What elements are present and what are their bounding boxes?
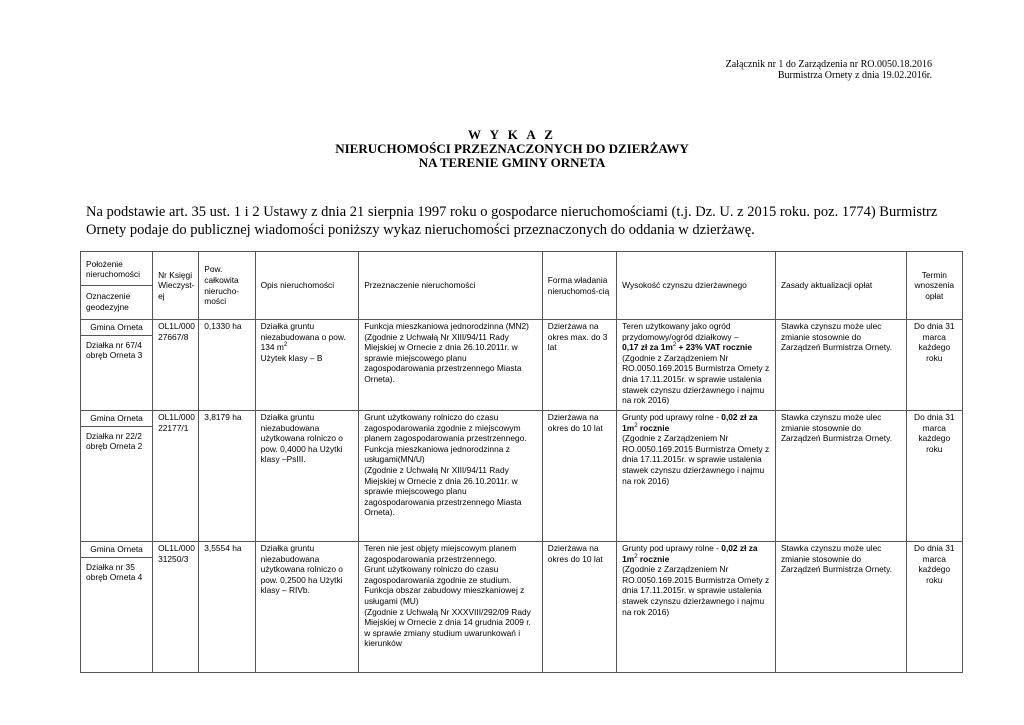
header-ownership: Forma władania nieruchomoś-cią bbox=[542, 252, 616, 320]
attachment-line-1: Załącznik nr 1 do Zarządzenia nr RO.0050.18.2016 bbox=[725, 59, 932, 70]
rent-text: Grunty pod uprawy rolne - bbox=[622, 543, 722, 553]
header-area: Pow. całkowita nierucho-mości bbox=[199, 252, 255, 320]
cell-municipality: Gmina Orneta bbox=[81, 411, 152, 427]
cell-kw: OL1L/000 22177/1 bbox=[153, 411, 199, 542]
property-table bbox=[80, 251, 963, 673]
rent-text: Grunty pod uprawy rolne - bbox=[622, 412, 722, 422]
title-line-2: NIERUCHOMOŚCI PRZEZNACZONYCH DO DZIERŻAWY bbox=[335, 141, 689, 156]
cell-location bbox=[81, 411, 153, 542]
cell-rent bbox=[617, 542, 776, 673]
header-deadline: Termin wnoszenia opłat bbox=[906, 252, 962, 320]
rent-amount-suffix: rocznie bbox=[637, 553, 670, 564]
header-location bbox=[81, 252, 153, 320]
header-location-top: Położenie nieruchomości bbox=[81, 256, 152, 286]
rent-sup: 2 bbox=[634, 553, 638, 560]
attachment-note bbox=[726, 59, 932, 81]
rent-basis: (Zgodnie z Zarządzeniem Nr RO.0050.169.2015 Burmistrza Ornety z dnia 17.11.2015r. w sprawie ustalenia stawek czynszu dzierżawnego i najmu na rok 2016) bbox=[622, 433, 770, 486]
cell-rules: Stawka czynszu może ulec zmianie stosownie do Zarządzeń Burmistrza Ornety. bbox=[775, 542, 906, 673]
cell-rent bbox=[617, 411, 776, 542]
rent-amount-suffix: rocznie bbox=[637, 422, 670, 433]
cell-location bbox=[81, 320, 153, 411]
cell-municipality: Gmina Orneta bbox=[81, 542, 152, 558]
cell-rent bbox=[617, 320, 776, 411]
cell-deadline: Do dnia 31 marca każdego roku bbox=[906, 411, 962, 542]
rent-amount: 0,17 zł za 1m bbox=[622, 342, 673, 353]
intro-paragraph: Na podstawie art. 35 ust. 1 i 2 Ustawy z dnia 21 sierpnia 1997 roku o gospodarce nieruchomościami (t.j. Dz. U. z 2015 roku. poz. 1774) Burmistrz Ornety podaje do publicznej wiadomości poniższy wykaz nieruchomości przeznaczonych do oddania w dzierżawę. bbox=[86, 204, 938, 238]
description-class: Użytek klasy – B bbox=[260, 352, 323, 363]
attachment-line-2: Burmistrza Ornety z dnia 19.02.2016r. bbox=[777, 70, 932, 81]
cell-rules: Stawka czynszu może ulec zmianie stosownie do Zarządzeń Burmistrza Ornety. bbox=[775, 320, 906, 411]
cell-location bbox=[81, 542, 153, 673]
cell-ownership: Dzierżawa na okres max. do 3 lat bbox=[542, 320, 616, 411]
cell-kw: OL1L/000 31250/3 bbox=[153, 542, 199, 673]
table-row bbox=[81, 411, 963, 542]
header-rent: Wysokość czynszu dzierżawnego bbox=[617, 252, 776, 320]
table-row bbox=[81, 542, 963, 673]
table-row bbox=[81, 320, 963, 411]
cell-area: 3,8179 ha bbox=[199, 411, 255, 542]
cell-purpose: Funkcja mieszkaniowa jednorodzinna (MN2) (Zgodnie z Uchwałą Nr XIII/94/11 Rady Miejskiej w Ornecie z dnia 26.10.2011r. w sprawie miejscowego planu zagospodarowania przestrzennego Miasta Orneta). bbox=[359, 320, 543, 411]
cell-area: 0,1330 ha bbox=[199, 320, 255, 411]
cell-deadline: Do dnia 31 marca każdego roku bbox=[906, 320, 962, 411]
rent-text: Teren użytkowany jako ogród przydomowy/ogród działkowy – bbox=[622, 321, 739, 342]
header-kw: Nr Księgi Wieczyst-ej bbox=[153, 252, 199, 320]
rent-sup: 2 bbox=[634, 422, 638, 429]
description-text: Działka gruntu niezabudowana o pow. 134 m bbox=[260, 321, 346, 353]
cell-plot: Działka nr 67/4 obręb Orneta 3 bbox=[86, 339, 143, 361]
rent-sup: 2 bbox=[672, 342, 677, 349]
rent-basis: (Zgodnie z Zarządzeniem Nr RO.0050.169.2015 Burmistrza Ornety z dnia 17.11.2015r. w sprawie ustalenia stawek czynszu dzierżawnego i najmu na rok 2016) bbox=[622, 352, 770, 406]
cell-purpose: Grunt użytkowany rolniczo do czasu zagospodarowania zgodnie z miejscowym planem zagospodarowania przestrzennego. Funkcja mieszkaniowa jednorodzinna z usługami(MN/U) (Zgodnie z Uchwałą Nr XIII/94/11 Rady Miejskiej w Ornecie z dnia 26.10.2011r. w sprawie miejscowego planu zagospodarowania przestrzennego Miasta Orneta). bbox=[359, 411, 543, 542]
rent-amount-suffix: + 23% VAT rocznie bbox=[676, 342, 753, 353]
table-header-row bbox=[81, 252, 963, 320]
title-line-1: W Y K A Z bbox=[468, 127, 556, 142]
cell-plot: Działka nr 22/2 obręb Orneta 2 bbox=[86, 430, 143, 452]
title-line-3: NA TERENIE GMINY ORNETA bbox=[418, 155, 606, 170]
cell-purpose: Teren nie jest objęty miejscowym planem zagospodarowania przestrzennego. Grunt użytkowany rolniczo do czasu zagospodarowania zgodnie ze studium. Funkcja obszar zabudowy mieszkaniowej z usługami (MU) (Zgodnie z Uchwałą Nr XXXVIII/292/09 Rady Miejskiej w Ornecie z dnia 14 grudnia 2009 r. w sprawie zmiany studium uwarunkowań i kierunków bbox=[359, 542, 543, 673]
cell-kw: OL1L/000 27667/8 bbox=[153, 320, 199, 411]
cell-description bbox=[255, 320, 359, 411]
cell-municipality: Gmina Orneta bbox=[81, 320, 152, 336]
document-title bbox=[0, 128, 1024, 170]
cell-description: Działka gruntu niezabudowana użytkowana rolniczo o pow. 0,4000 ha Użytki klasy –PsIII. bbox=[255, 411, 359, 542]
cell-rules: Stawka czynszu może ulec zmianie stosownie do Zarządzeń Burmistrza Ornety. bbox=[775, 411, 906, 542]
cell-ownership: Dzierżawa na okres do 10 lat bbox=[542, 411, 616, 542]
header-rules: Zasady aktualizacji opłat bbox=[775, 252, 906, 320]
rent-basis: (Zgodnie z Zarządzeniem Nr RO.0050.169.2015 Burmistrza Ornety z dnia 17.11.2015r. w sprawie ustalenia stawek czynszu dzierżawnego i najmu na rok 2016) bbox=[622, 564, 770, 617]
header-location-bottom: Oznaczenie geodezyjne bbox=[86, 291, 131, 312]
header-description: Opis nieruchomości bbox=[255, 252, 359, 320]
cell-area: 3,5554 ha bbox=[199, 542, 255, 673]
header-purpose: Przeznaczenie nieruchomości bbox=[359, 252, 543, 320]
rent-amount: 0,02 zł za 1m bbox=[622, 412, 758, 433]
cell-plot: Działka nr 35 obręb Orneta 4 bbox=[86, 561, 143, 583]
cell-description: Działka gruntu niezabudowana użytkowana rolniczo o pow. 0,2500 ha Użytki klasy – RIVb. bbox=[255, 542, 359, 673]
cell-deadline: Do dnia 31 marca każdego roku bbox=[906, 542, 962, 673]
cell-ownership: Dzierżawa na okres do 10 lat bbox=[542, 542, 616, 673]
description-sup: 2 bbox=[283, 342, 288, 349]
rent-amount: 0,02 zł za 1m bbox=[622, 543, 758, 564]
